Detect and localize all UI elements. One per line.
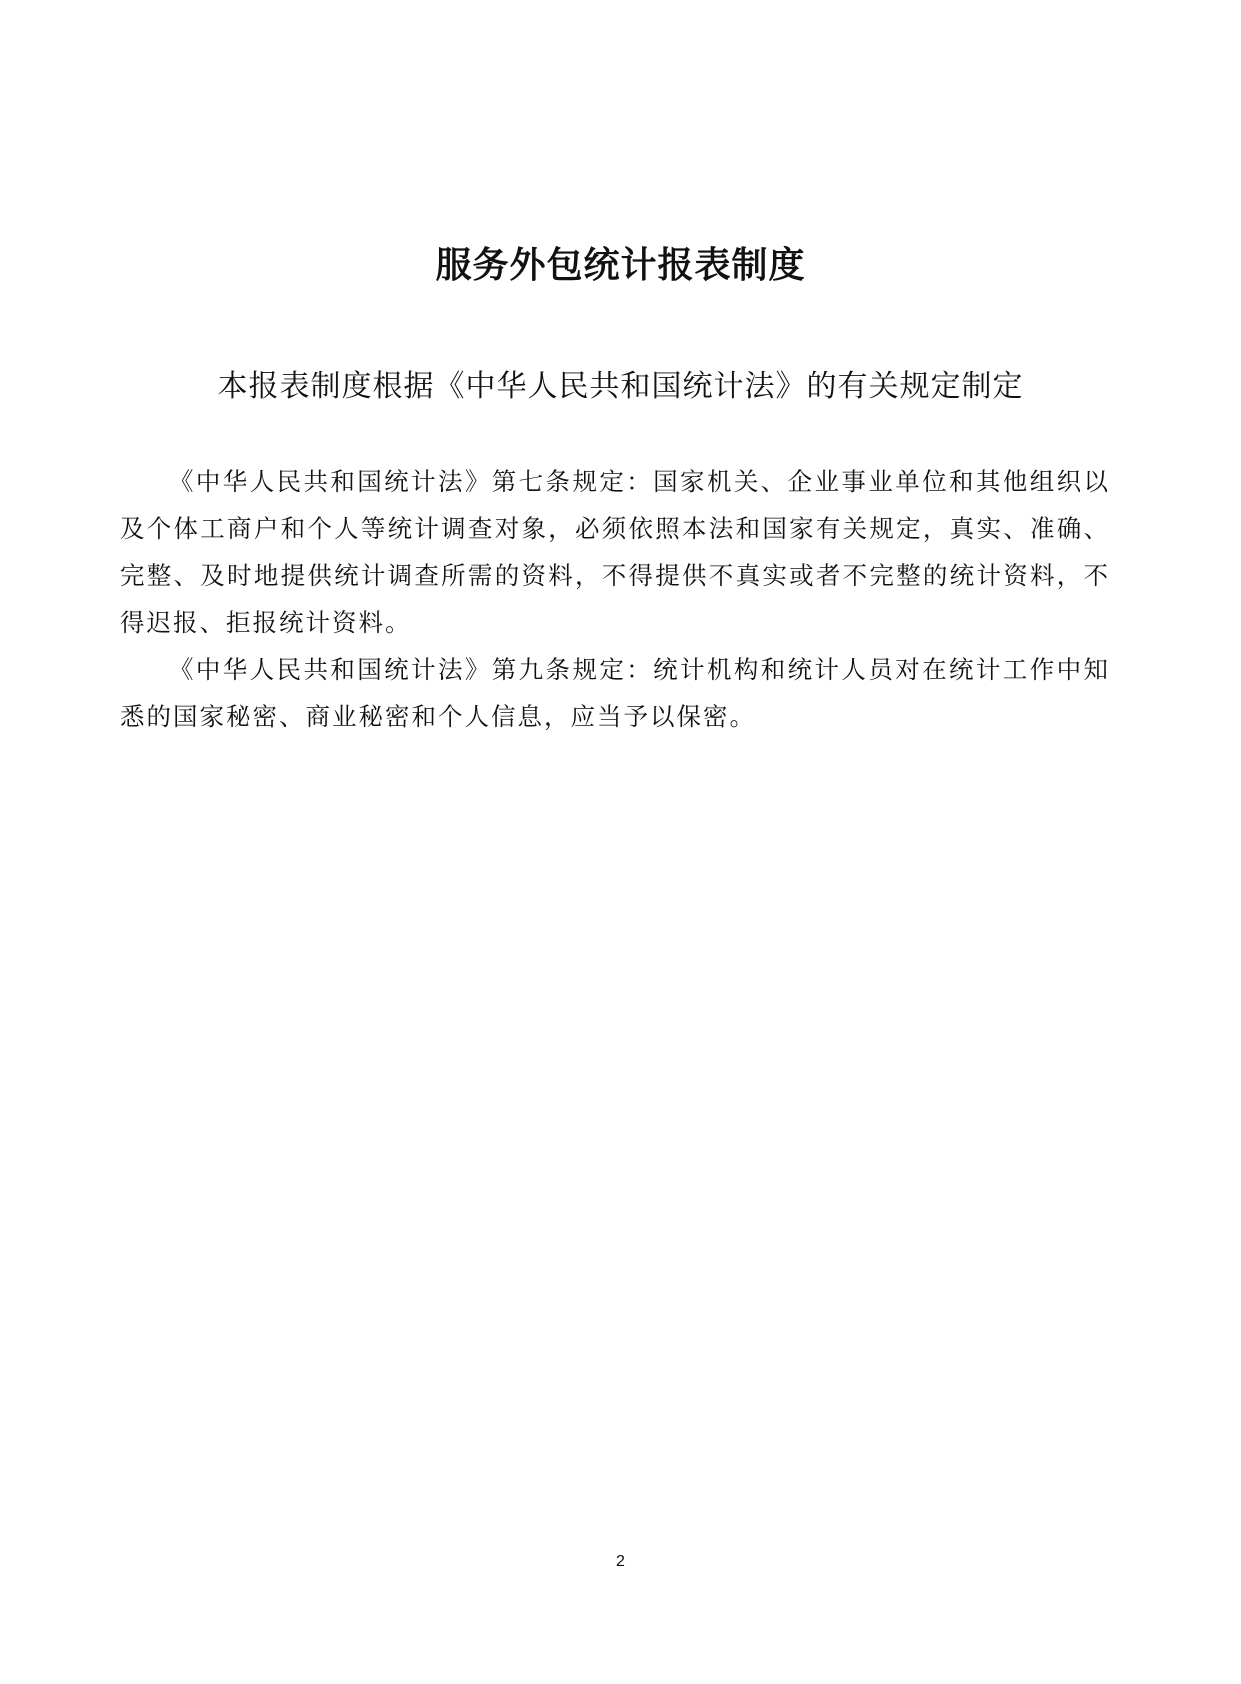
document-title: 服务外包统计报表制度 <box>435 245 806 286</box>
paragraph-article-7: 《中华人民共和国统计法》第七条规定：国家机关、企业事业单位和其他组织以及个体工商户和个人等统计调查对象，必须依照本法和国家有关规定，真实、准确、完整、及时地提供统计调查所需的资料，不得提供不真实或者不完整的统计资料，不得迟报、拒报统计资料。 <box>120 467 1110 637</box>
paragraph-article-9: 《中华人民共和国统计法》第九条规定：统计机构和统计人员对在统计工作中知悉的国家秘密、商业秘密和个人信息，应当予以保密。 <box>120 655 1110 731</box>
document-body <box>120 458 1110 740</box>
page-number: 2 <box>616 1553 625 1570</box>
document-subtitle: 本报表制度根据《中华人民共和国统计法》的有关规定制定 <box>217 369 1024 404</box>
